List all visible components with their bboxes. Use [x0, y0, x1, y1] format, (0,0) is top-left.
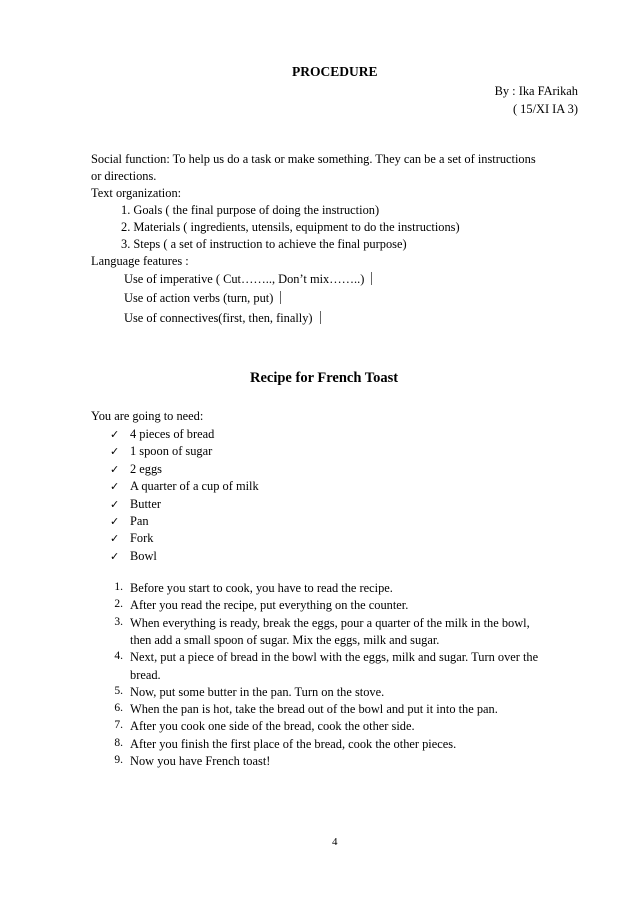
step-number: 1.: [114, 581, 123, 593]
checkmark-icon: ✓: [110, 515, 120, 528]
page-number: 4: [332, 836, 338, 848]
social-function-line-2: or directions.: [91, 169, 157, 183]
text-org-item: 2. Materials ( ingredients, utensils, equipment to do the instructions): [121, 220, 460, 234]
checkmark-icon: ✓: [110, 428, 120, 441]
ingredient-item: Fork: [130, 531, 154, 546]
ingredient-item: Bowl: [130, 548, 157, 563]
language-feature-item: [124, 291, 281, 306]
page-title: PROCEDURE: [292, 64, 378, 79]
ingredient-item: 2 eggs: [130, 461, 163, 476]
bracket-mark: [275, 291, 281, 304]
step-text: When everything is ready, break the eggs, pour a quarter of the milk in the bowl,: [130, 615, 530, 630]
step-number: 2.: [114, 598, 123, 611]
step-number: 8.: [114, 736, 123, 749]
ingredients-label: You are going to need:: [91, 409, 204, 423]
language-feature-text: Use of imperative ( Cut…….., Don’t mix……..): [124, 272, 365, 286]
bracket-mark: [315, 311, 321, 324]
bracket-mark: [366, 272, 372, 285]
recipe-title: Recipe for French Toast: [250, 370, 399, 386]
step-number: 5.: [114, 684, 123, 697]
social-function-line-1: Social function: To help us do a task or make something. They can be a set of instructions: [91, 152, 536, 166]
step-number: 6.: [114, 702, 123, 715]
step-text: Now, put some butter in the pan. Turn on the stove.: [130, 684, 385, 699]
checkmark-icon: ✓: [110, 445, 120, 459]
author-name: By : Ika FArikah: [494, 84, 578, 98]
language-features-label: Language features :: [91, 254, 189, 268]
language-feature-text: Use of action verbs (turn, put): [124, 291, 274, 305]
text-org-item: 1. Goals ( the final purpose of doing the instruction): [121, 203, 380, 217]
text-organization-label: Text organization:: [91, 186, 182, 200]
step-text: Now you have French toast!: [130, 754, 271, 768]
step-text: bread.: [130, 667, 161, 682]
step-number: 7.: [114, 719, 123, 732]
ingredient-item: Pan: [130, 514, 149, 528]
step-text: then add a small spoon of sugar. Mix the eggs, milk and sugar.: [130, 632, 440, 647]
step-number: 9.: [114, 754, 123, 766]
ingredient-item: Butter: [130, 496, 161, 511]
step-number: 4.: [114, 650, 123, 663]
checkmark-icon: ✓: [110, 462, 120, 476]
step-text: When the pan is hot, take the bread out of the bowl and put it into the pan.: [130, 702, 498, 717]
checkmark-icon: ✓: [110, 532, 120, 546]
checkmark-icon: ✓: [110, 480, 120, 494]
ingredient-item: 4 pieces of bread: [130, 427, 215, 441]
text-org-item: 3. Steps ( a set of instruction to achieve the final purpose): [121, 237, 407, 251]
step-text: After you finish the first place of the bread, cook the other pieces.: [130, 736, 457, 751]
ingredient-item: 1 spoon of sugar: [130, 444, 213, 459]
step-text: After you cook one side of the bread, cook the other side.: [130, 719, 415, 734]
author-class: ( 15/XI IA 3): [512, 102, 578, 116]
step-number: 3.: [114, 615, 123, 628]
language-feature-item: [124, 311, 321, 326]
checkmark-icon: ✓: [110, 497, 120, 511]
step-text: Next, put a piece of bread in the bowl with the eggs, milk and sugar. Turn over the: [130, 650, 539, 665]
step-text: After you read the recipe, put everything on the counter.: [130, 598, 409, 613]
language-feature-item: [124, 272, 372, 287]
ingredient-item: A quarter of a cup of milk: [130, 479, 259, 494]
language-feature-text: Use of connectives(first, then, finally): [124, 311, 313, 325]
step-text: Before you start to cook, you have to read the recipe.: [130, 581, 393, 595]
checkmark-icon: ✓: [110, 549, 120, 563]
